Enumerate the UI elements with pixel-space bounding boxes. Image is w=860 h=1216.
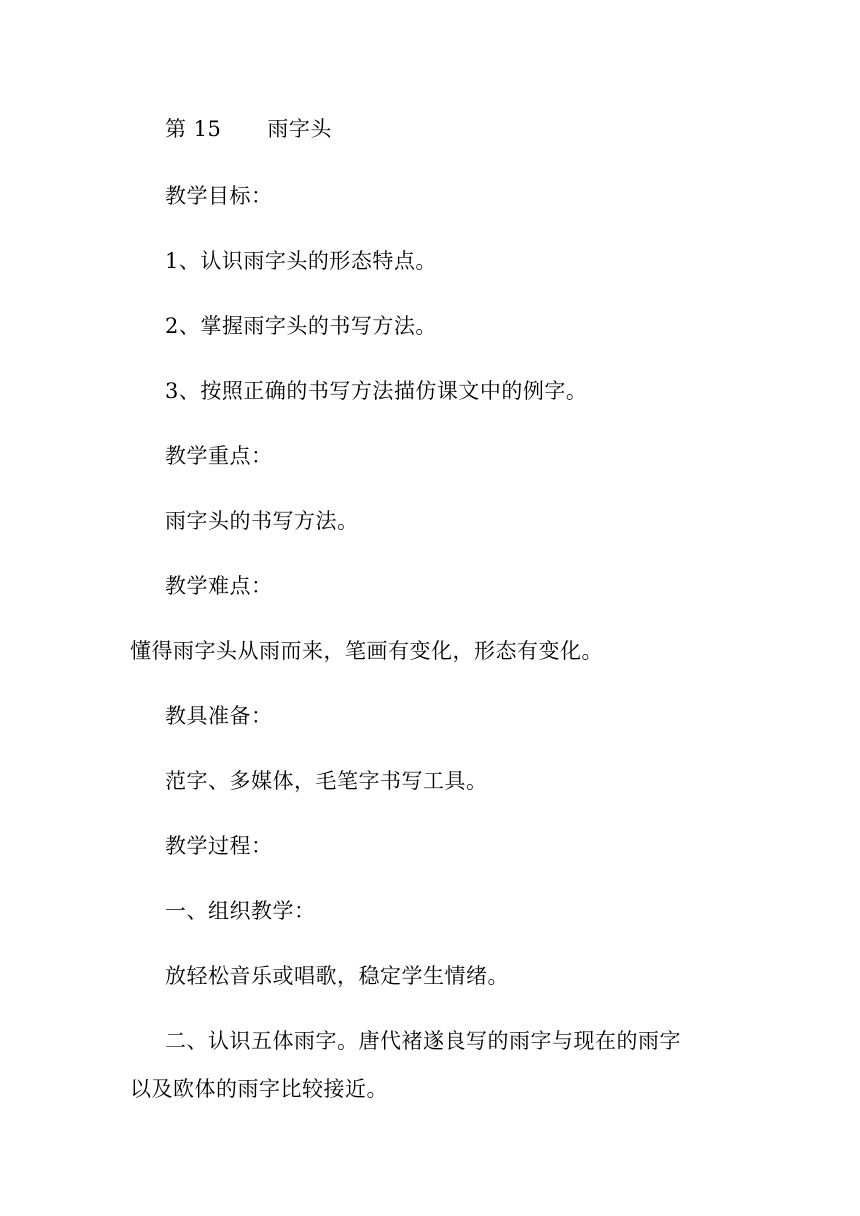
objective-item-2: 2、掌握雨字头的书写方法。 <box>165 314 437 338</box>
process-step-2-text-line-2: 以及欧体的雨字比较接近。 <box>130 1077 388 1101</box>
lesson-title <box>165 114 332 144</box>
key-point-text: 雨字头的书写方法。 <box>165 509 359 533</box>
lesson-name: 雨字头 <box>267 117 332 141</box>
process-step-2-text-line-1: 二、认识五体雨字。唐代褚遂良写的雨字与现在的雨字 <box>165 1029 681 1053</box>
process-step-1-text: 放轻松音乐或唱歌，稳定学生情绪。 <box>165 964 509 988</box>
lesson-number: 第 15 <box>165 117 222 141</box>
objective-item-3: 3、按照正确的书写方法描仿课文中的例字。 <box>165 379 588 403</box>
section-heading-materials: 教具准备： <box>165 704 273 728</box>
section-heading-objectives: 教学目标： <box>165 184 273 208</box>
section-heading-difficulties: 教学难点： <box>165 574 273 598</box>
difficulty-text: 懂得雨字头从雨而来，笔画有变化，形态有变化。 <box>130 639 603 663</box>
section-heading-process: 教学过程： <box>165 834 273 858</box>
objective-item-1: 1、认识雨字头的形态特点。 <box>165 249 437 273</box>
process-step-1-heading: 一、组织教学： <box>165 899 316 923</box>
section-heading-key-points: 教学重点： <box>165 444 273 468</box>
materials-text: 范字、多媒体，毛笔字书写工具。 <box>165 769 488 793</box>
